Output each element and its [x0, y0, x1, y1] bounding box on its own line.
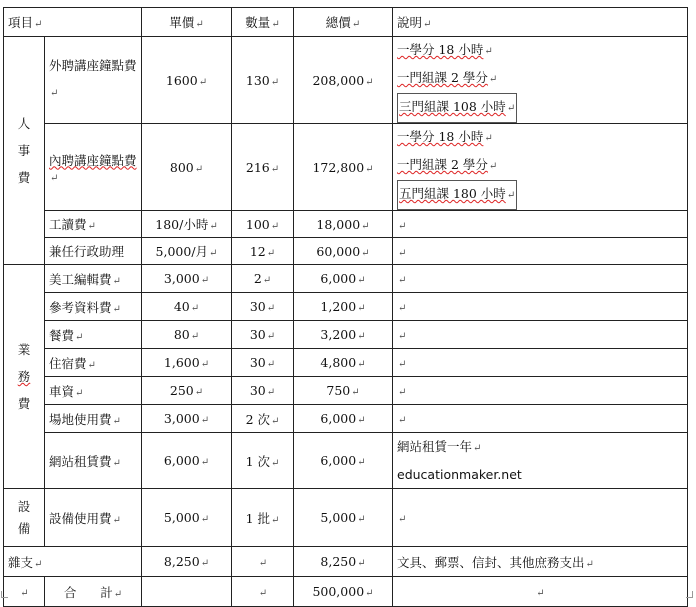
row-notes: 一學分 18 小時↵ 一門組課 2 學分↵ 三門組課 108 小時↵: [393, 37, 688, 124]
row-notes: ↵: [393, 377, 688, 405]
grand-total-blank: ↵: [4, 577, 45, 607]
row-name: 餐費↵: [45, 321, 142, 349]
row-quantity: 30↵: [232, 293, 294, 321]
row-total: 6,000↵: [294, 265, 393, 293]
header-description: 說明↵: [393, 8, 688, 37]
table-row: [4, 489, 688, 547]
grand-total-label: 合 計↵: [45, 577, 142, 607]
row-name: 外聘講座鐘點費↵: [45, 37, 142, 124]
row-name: 車資↵: [45, 377, 142, 405]
row-unit-price: 6,000↵: [142, 433, 232, 489]
page-corner-mark-left: [1, 591, 8, 598]
group-personnel: 人 事 費: [4, 37, 45, 265]
table-row: [4, 293, 688, 321]
grand-total-quantity: ↵: [232, 577, 294, 607]
row-notes: 一學分 18 小時↵ 一門組課 2 學分↵ 五門組課 180 小時↵: [393, 124, 688, 211]
misc-note: 文具、郵票、信封、其他庶務支出↵: [393, 547, 688, 577]
row-name: 兼任行政助理: [45, 238, 142, 265]
row-unit-price: 5,000↵: [142, 489, 232, 547]
row-total: 6,000↵: [294, 433, 393, 489]
header-row: [4, 8, 688, 37]
row-quantity: 30↵: [232, 321, 294, 349]
misc-unit-price: 8,250↵: [142, 547, 232, 577]
row-notes: ↵: [393, 211, 688, 238]
row-total: 4,800↵: [294, 349, 393, 377]
table-row: [4, 238, 688, 265]
row-total: 60,000↵: [294, 238, 393, 265]
table-row: [4, 124, 688, 211]
table-row: [4, 377, 688, 405]
row-unit-price: 40↵: [142, 293, 232, 321]
row-quantity: 2↵: [232, 265, 294, 293]
row-quantity: 30↵: [232, 377, 294, 405]
grand-total-amount: 500,000↵: [294, 577, 393, 607]
row-quantity: 216↵: [232, 124, 294, 211]
row-notes: ↵: [393, 293, 688, 321]
row-unit-price: 80↵: [142, 321, 232, 349]
row-total: 3,200↵: [294, 321, 393, 349]
table-row: [4, 349, 688, 377]
row-notes: ↵: [393, 321, 688, 349]
row-unit-price: 1,600↵: [142, 349, 232, 377]
row-total: 208,000↵: [294, 37, 393, 124]
row-unit-price: 3,000↵: [142, 265, 232, 293]
row-unit-price: 1600↵: [142, 37, 232, 124]
header-total: 總價↵: [294, 8, 393, 37]
row-quantity: 30↵: [232, 349, 294, 377]
table-row: [4, 265, 688, 293]
row-unit-price: 800↵: [142, 124, 232, 211]
group-equipment: 設 備: [4, 489, 45, 547]
row-name: 工讀費↵: [45, 211, 142, 238]
row-quantity: 2 次↵: [232, 405, 294, 433]
misc-label: 雜支↵: [4, 547, 142, 577]
row-total: 18,000↵: [294, 211, 393, 238]
row-unit-price: 5,000/月↵: [142, 238, 232, 265]
grand-total-unit-price: [142, 577, 232, 607]
row-quantity: 100↵: [232, 211, 294, 238]
row-total: 750↵: [294, 377, 393, 405]
row-notes: ↵: [393, 489, 688, 547]
row-unit-price: 250↵: [142, 377, 232, 405]
row-unit-price: 180/小時↵: [142, 211, 232, 238]
row-total: 6,000↵: [294, 405, 393, 433]
misc-row: [4, 547, 688, 577]
row-notes: ↵: [393, 265, 688, 293]
row-quantity: 12↵: [232, 238, 294, 265]
row-quantity: 130↵: [232, 37, 294, 124]
table-row: [4, 433, 688, 489]
misc-total: 8,250↵: [294, 547, 393, 577]
grand-total-note: ↵: [393, 577, 688, 607]
header-item: 項目↵: [4, 8, 142, 37]
header-quantity: 數量↵: [232, 8, 294, 37]
row-total: 1,200↵: [294, 293, 393, 321]
row-name: 美工編輯費↵: [45, 265, 142, 293]
row-name: 場地使用費↵: [45, 405, 142, 433]
table-row: [4, 211, 688, 238]
row-name: 設備使用費↵: [45, 489, 142, 547]
table-row: [4, 405, 688, 433]
row-notes: ↵: [393, 405, 688, 433]
row-unit-price: 3,000↵: [142, 405, 232, 433]
row-name: 內聘講座鐘點費↵: [45, 124, 142, 211]
row-name: 參考資料費↵: [45, 293, 142, 321]
row-notes: ↵: [393, 349, 688, 377]
misc-quantity: ↵: [232, 547, 294, 577]
row-notes: ↵: [393, 238, 688, 265]
row-notes: 網站租賃一年↵ educationmaker.net: [393, 433, 688, 489]
header-unit-price: 單價↵: [142, 8, 232, 37]
budget-table: [3, 7, 688, 607]
table-row: [4, 37, 688, 124]
grand-total-row: [4, 577, 688, 607]
row-name: 網站租賃費↵: [45, 433, 142, 489]
group-business: 業 務 費: [4, 265, 45, 489]
page-corner-mark-right: [686, 591, 693, 598]
row-name: 住宿費↵: [45, 349, 142, 377]
row-quantity: 1 次↵: [232, 433, 294, 489]
row-total: 172,800↵: [294, 124, 393, 211]
table-row: [4, 321, 688, 349]
row-quantity: 1 批↵: [232, 489, 294, 547]
row-total: 5,000↵: [294, 489, 393, 547]
